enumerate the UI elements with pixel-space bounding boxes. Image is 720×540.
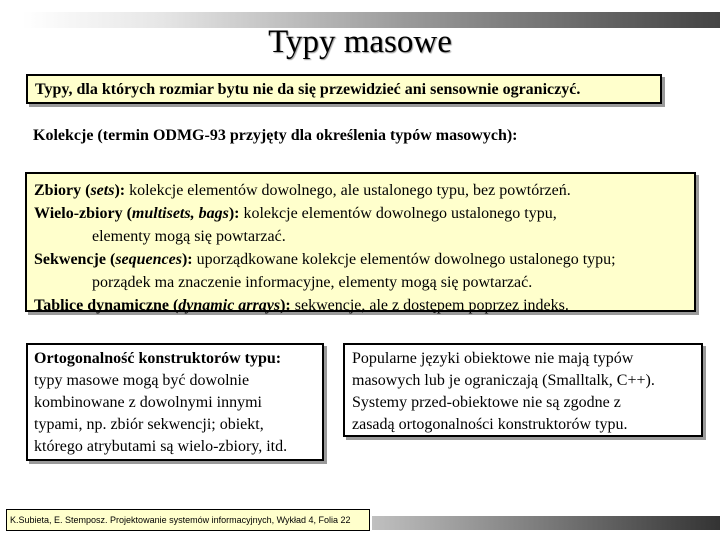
popular-line: Systemy przed-obiektowe nie są zgodne z xyxy=(352,394,621,411)
tablice-term: Tablice dynamiczne (dynamic arrays): xyxy=(34,297,291,314)
orthogonality-heading: Ortogonalność konstruktorów typu: xyxy=(34,350,282,367)
kolekcje-heading: Kolekcje (termin ODMG-93 przyjęty dla określenia typów masowych): xyxy=(33,127,518,144)
orthogonality-line: typy masowe mogą być dowolnie xyxy=(34,372,250,389)
orthogonality-line: którego atrybutami są wielo-zbiory, itd. xyxy=(34,438,288,455)
orthogonality-box xyxy=(26,343,324,461)
wielozbiory-term: Wielo-zbiory (multisets, bags): xyxy=(34,205,240,222)
sekwencje-text: uporządkowane kolekcje elementów dowolnego ustalonego typu; xyxy=(192,251,616,268)
popular-line: Popularne języki obiektowe nie mają typów xyxy=(352,350,634,367)
definition-box: Typy, dla których rozmiar bytu nie da się przewidzieć ani sensownie ograniczyć. xyxy=(26,74,662,104)
tablice-line xyxy=(34,294,694,317)
footer-citation: K.Subieta, E. Stemposz. Projektowanie systemów informacyjnych, Wykład 4, Folia 22 xyxy=(6,509,370,531)
zbiory-line xyxy=(34,179,694,202)
footer-decoration-bar xyxy=(372,516,720,530)
popular-languages-box xyxy=(343,343,703,437)
orthogonality-line: typami, np. zbiór sekwencji; obiekt, xyxy=(34,416,264,433)
zbiory-text: kolekcje elementów dowolnego, ale ustalonego typu, bez powtórzeń. xyxy=(125,182,571,199)
sekwencje-line xyxy=(34,248,694,271)
slide-title: Typy masowe xyxy=(268,24,452,60)
zbiory-term: Zbiory (sets): xyxy=(34,182,126,199)
wielozbiory-text: kolekcje elementów dowolnego ustalonego typu, xyxy=(239,205,557,222)
popular-line: zasadą ortogonalności konstruktorów typu. xyxy=(352,416,628,433)
collections-box xyxy=(25,172,696,312)
popular-line: masowych lub je ograniczają (Smalltalk, C++). xyxy=(352,372,655,389)
sekwencje-cont: porządek ma znaczenie informacyjne, elementy mogą się powtarzać. xyxy=(92,274,533,291)
orthogonality-line: kombinowane z dowolnymi innymi xyxy=(34,394,262,411)
wielozbiory-line xyxy=(34,202,694,225)
sekwencje-term: Sekwencje (sequences): xyxy=(34,251,193,268)
wielozbiory-cont: elementy mogą się powtarzać. xyxy=(92,228,286,245)
tablice-text: sekwencje, ale z dostępem poprzez indeks. xyxy=(290,297,569,314)
